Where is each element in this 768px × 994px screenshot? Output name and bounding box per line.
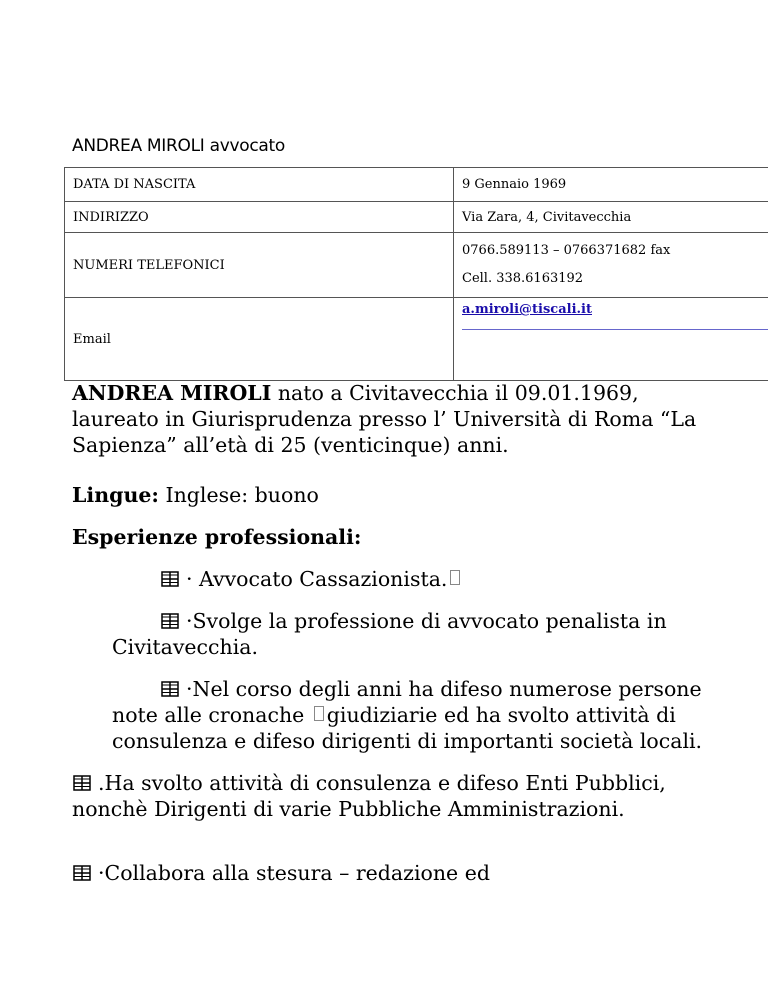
- languages-label: Lingue:: [72, 483, 159, 507]
- window-grid-icon: [160, 570, 180, 588]
- intro-paragraph: [72, 380, 722, 458]
- email-value: [454, 298, 768, 381]
- table-row: [65, 233, 768, 298]
- window-grid-icon: [160, 612, 180, 630]
- birth-date-label: DATA DI NASCITA: [65, 168, 454, 202]
- list-item: [72, 860, 722, 886]
- window-grid-icon: [160, 680, 180, 698]
- person-name: ANDREA MIROLI: [72, 381, 272, 405]
- bullet-text: .Ha svolto attività di consulenza e difeso Enti Pubblici, nonchè Dirigenti di varie Pubbliche Amministrazioni.: [72, 771, 666, 821]
- birth-date-value: 9 Gennaio 1969: [454, 168, 768, 202]
- languages-value: Inglese: buono: [158, 483, 319, 507]
- address-label: INDIRIZZO: [65, 202, 454, 233]
- phone-fax-line: 0766.589113 – 0766371682 fax: [462, 243, 671, 258]
- empty-cell-line: [462, 329, 768, 352]
- list-item: [72, 770, 722, 822]
- table-row: [65, 168, 768, 202]
- experience-heading: Esperienze professionali:: [72, 525, 362, 549]
- list-item: [72, 608, 722, 660]
- missing-glyph-box: [314, 706, 324, 721]
- intro-text: nato a Civitavecchia il 09.01.1969, laureato in Giurisprudenza presso l’ Università di Roma “La Sapienza” all’età di 25 (venticinque) anni.: [72, 381, 697, 457]
- table-row: [65, 202, 768, 233]
- bullet-text: ·Svolge la professione di avvocato penalista in Civitavecchia.: [112, 609, 667, 659]
- missing-glyph-box: [450, 570, 460, 585]
- document-body: [72, 380, 722, 902]
- languages-paragraph: [72, 482, 722, 508]
- document-title: ANDREA MIROLI avvocato: [72, 136, 285, 156]
- bullet-text: · Avvocato Cassazionista.: [186, 567, 448, 591]
- window-grid-icon: [72, 774, 92, 792]
- window-grid-icon: [72, 864, 92, 882]
- address-value: Via Zara, 4, Civitavecchia: [454, 202, 768, 233]
- phone-value: [454, 233, 768, 298]
- bullet-text: ·Collabora alla stesura – redazione ed: [98, 861, 490, 885]
- email-label: Email: [65, 298, 454, 381]
- bullet-text: ·Nel corso degli anni ha difeso numerose persone note alle cronache: [112, 677, 702, 727]
- cell-line: Cell. 338.6163192: [462, 271, 584, 286]
- bullet-text-continued: giudiziarie ed ha svolto attività di consulenza e difeso dirigenti di importanti società locali.: [112, 703, 703, 753]
- list-item: [72, 566, 722, 592]
- table-row: [65, 298, 768, 381]
- personal-info-table: [64, 167, 768, 381]
- list-item: [72, 676, 722, 754]
- email-link[interactable]: a.miroli@tiscali.it: [462, 302, 592, 317]
- phone-label: NUMERI TELEFONICI: [65, 233, 454, 298]
